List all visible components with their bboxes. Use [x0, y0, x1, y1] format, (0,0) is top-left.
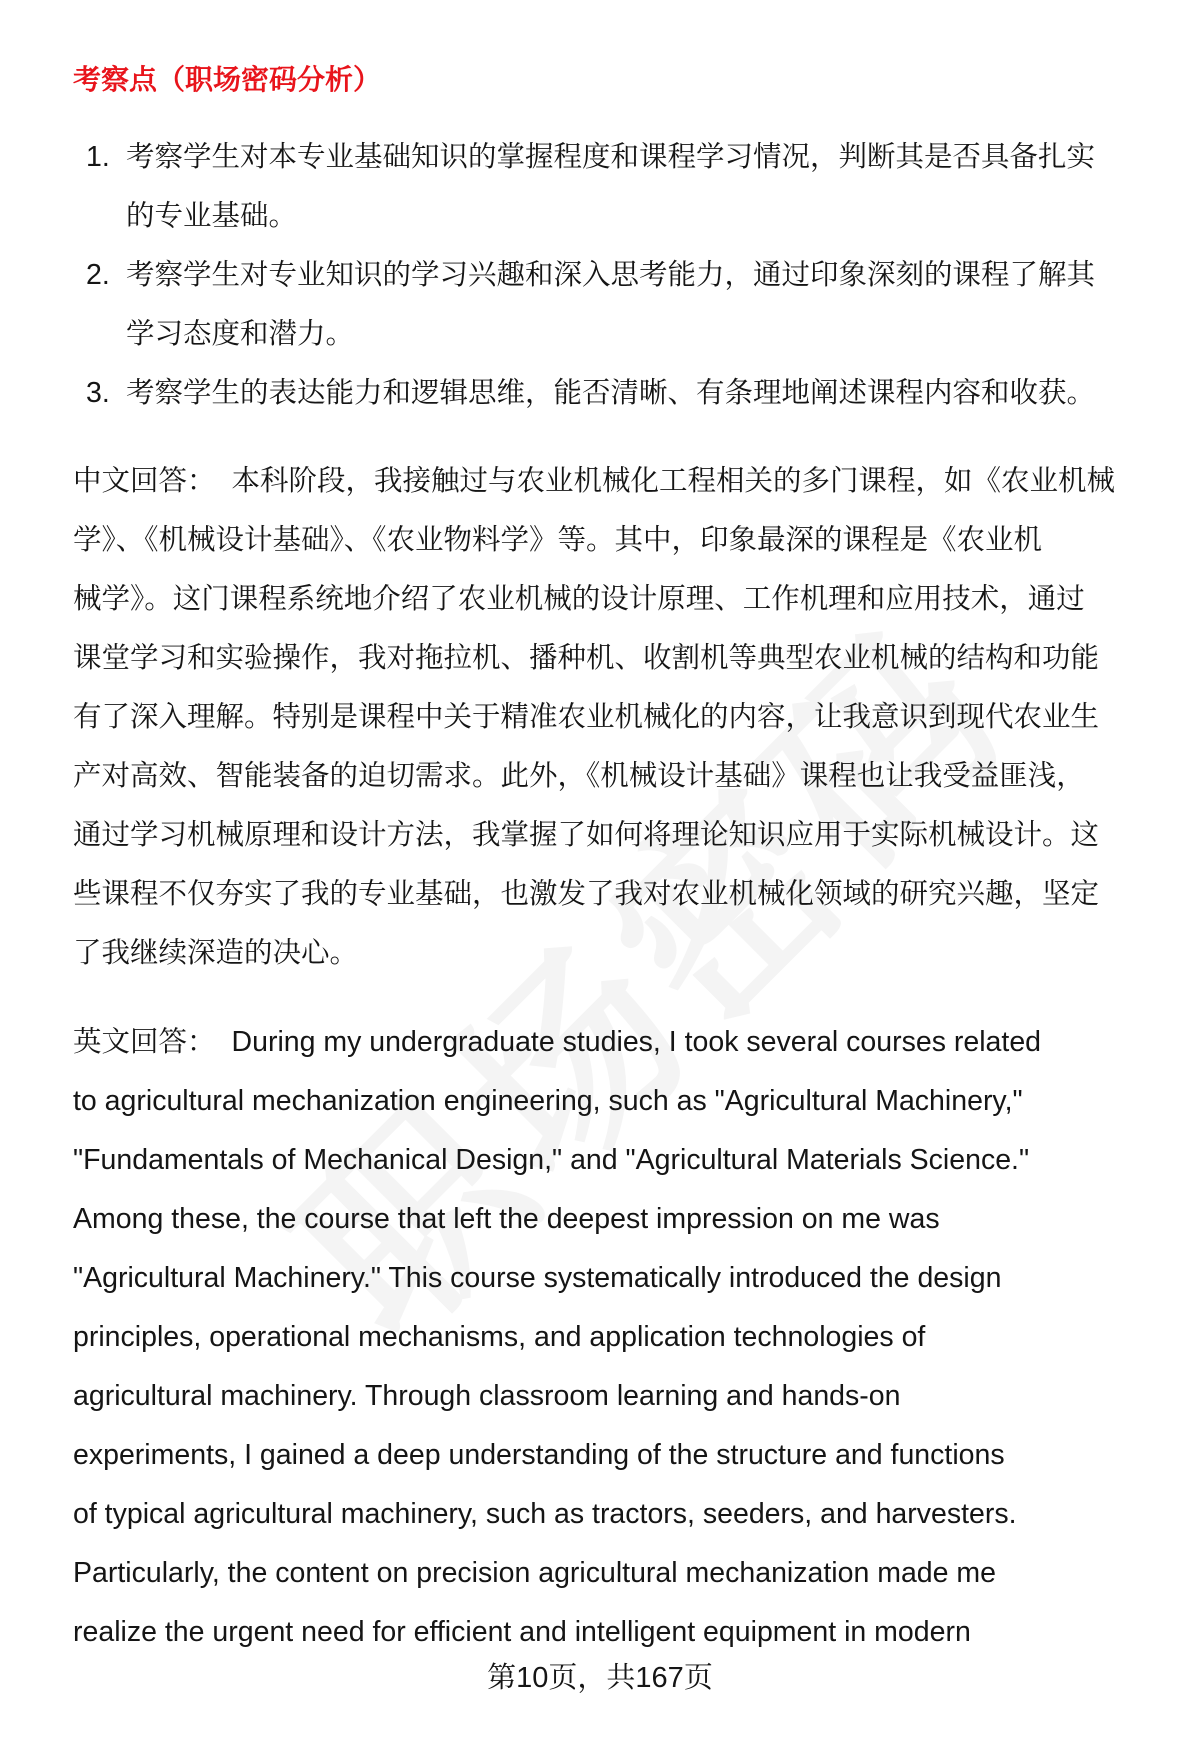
answer-line: Among these, the course that left the deepest impression on me was	[73, 1203, 940, 1235]
answer-line: principles, operational mechanisms, and application technologies of	[73, 1321, 926, 1353]
list-item	[73, 246, 1153, 305]
chinese-answer-label: 中文回答：	[73, 465, 216, 497]
answer-line: 本科阶段，我接触过与农业机械化工程相关的多门课程，如《农业机械	[231, 465, 1116, 497]
answer-line: 些课程不仅夯实了我的专业基础，也激发了我对农业机械化领域的研究兴趣，坚定	[73, 878, 1100, 910]
answer-line: 产对高效、智能装备的迫切需求。此外，《机械设计基础》课程也让我受益匪浅，	[73, 760, 1085, 792]
list-text: 考察学生对专业知识的学习兴趣和深入思考能力，通过印象深刻的课程了解其	[126, 259, 1096, 291]
answer-line: Particularly, the content on precision agricultural mechanization made me	[73, 1557, 997, 1589]
list-text: 考察学生对本专业基础知识的掌握程度和课程学习情况，判断其是否具备扎实	[126, 141, 1096, 173]
list-number: 2.	[86, 259, 110, 291]
english-answer-label: 英文回答：	[73, 1026, 216, 1058]
answer-line: of typical agricultural machinery, such as tractors, seeders, and harvesters.	[73, 1498, 1017, 1530]
list-text: 考察学生的表达能力和逻辑思维，能否清晰、有条理地阐述课程内容和收获。	[126, 377, 1096, 409]
answer-line: 有了深入理解。特别是课程中关于精准农业机械化的内容，让我意识到现代农业生	[73, 701, 1100, 733]
answer-line: 了我继续深造的决心。	[73, 937, 359, 969]
answer-line: During my undergraduate studies, I took several courses related	[231, 1026, 1042, 1058]
answer-line: agricultural machinery. Through classroom learning and hands-on	[73, 1380, 901, 1412]
analysis-list	[73, 128, 1153, 423]
list-item-continuation	[73, 187, 1153, 246]
answer-line: 械学》。这门课程系统地介绍了农业机械的设计原理、工作机理和应用技术，通过	[73, 583, 1085, 615]
list-item	[73, 364, 1153, 423]
list-item-continuation	[73, 305, 1153, 364]
answer-line: experiments, I gained a deep understanding of the structure and functions	[73, 1439, 1005, 1471]
list-number: 3.	[86, 377, 110, 409]
answer-line: realize the urgent need for efficient and intelligent equipment in modern	[73, 1616, 971, 1648]
chinese-answer	[73, 452, 1153, 983]
list-number: 1.	[86, 141, 110, 173]
list-text: 的专业基础。	[126, 200, 298, 232]
page-number: 第10页，共167页	[487, 1662, 713, 1694]
answer-line: "Agricultural Machinery." This course systematically introduced the design	[73, 1262, 1002, 1294]
answer-line: 课堂学习和实验操作，我对拖拉机、播种机、收割机等典型农业机械的结构和功能	[73, 642, 1100, 674]
section-heading: 考察点（职场密码分析）	[73, 64, 382, 95]
list-item	[73, 128, 1153, 187]
answer-line: "Fundamentals of Mechanical Design," and "Agricultural Materials Science."	[73, 1144, 1030, 1176]
answer-line: 学》、《机械设计基础》、《农业物料学》等。其中，印象最深的课程是《农业机	[73, 524, 1043, 556]
answer-line: 通过学习机械原理和设计方法，我掌握了如何将理论知识应用于实际机械设计。这	[73, 819, 1100, 851]
english-answer	[73, 1013, 1153, 1662]
list-text: 学习态度和潜力。	[126, 318, 355, 350]
answer-line: to agricultural mechanization engineering, such as "Agricultural Machinery,"	[73, 1085, 1023, 1117]
